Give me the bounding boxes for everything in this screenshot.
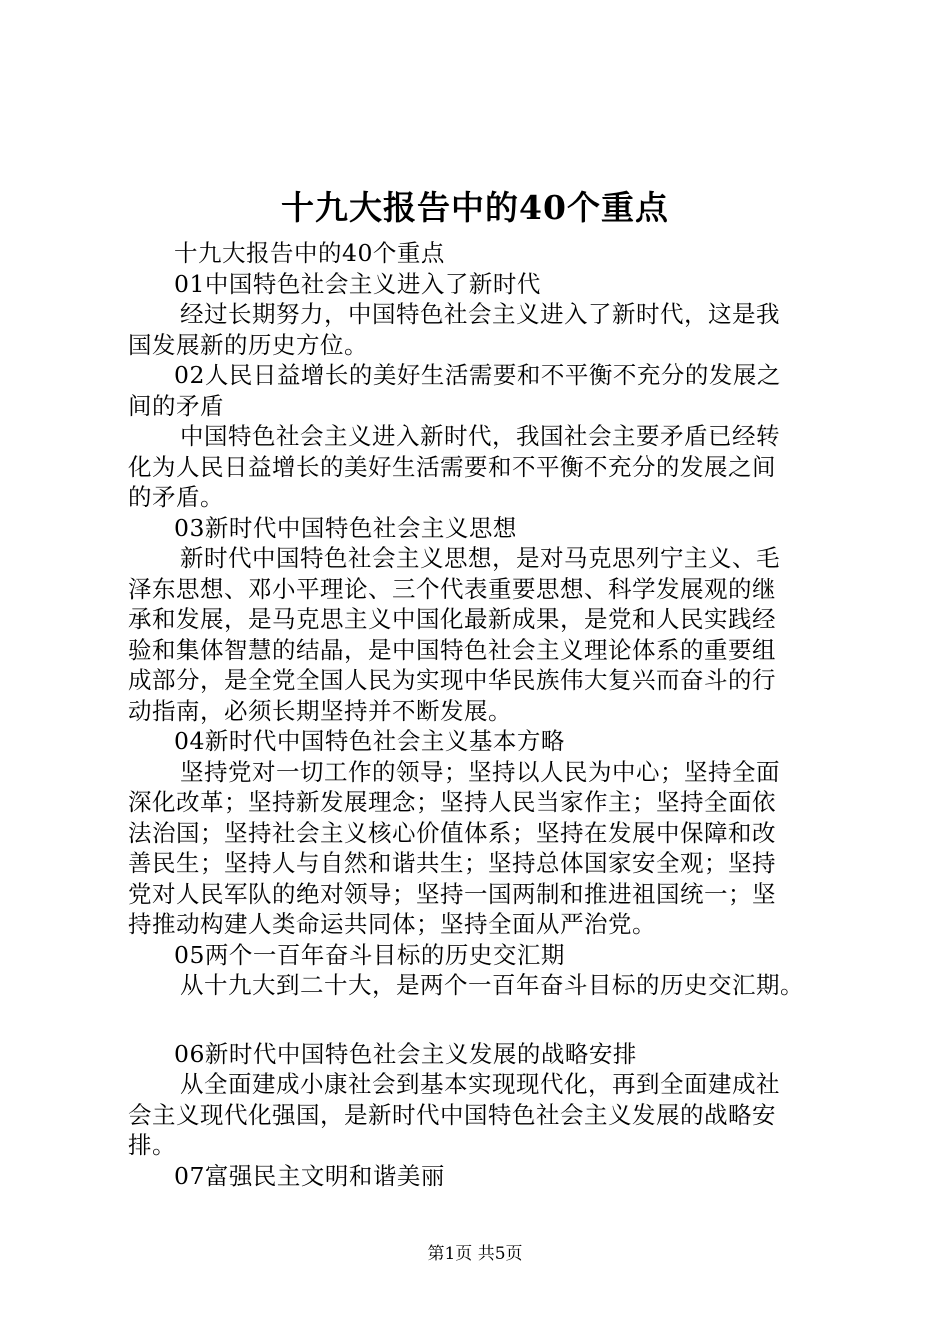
paragraph-line: 坚持党对一切工作的领导；坚持以人民为中心；坚持全面 [180, 757, 780, 786]
paragraph-line: 法治国；坚持社会主义核心价值体系；坚持在发展中保障和改 [128, 818, 776, 847]
section-heading-02-cont: 间的矛盾 [128, 391, 224, 420]
paragraph-line: 深化改革；坚持新发展理念；坚持人民当家作主；坚持全面依 [128, 788, 776, 816]
paragraph-line: 泽东思想、邓小平理论、三个代表重要思想、科学发展观的继 [128, 574, 776, 603]
paragraph-line: 化为人民日益增长的美好生活需要和不平衡不充分的发展之间 [128, 452, 776, 481]
paragraph-line: 的矛盾。 [128, 483, 224, 511]
section-heading-04: 04新时代中国特色社会主义基本方略 [174, 727, 565, 755]
paragraph-line: 党对人民军队的绝对领导；坚持一国两制和推进祖国统一；坚 [128, 879, 776, 908]
paragraph-line: 排。 [128, 1131, 176, 1159]
intro-line: 十九大报告中的40个重点 [174, 239, 445, 267]
section-heading-07: 07富强民主文明和谐美丽 [174, 1161, 445, 1190]
document-body [128, 238, 836, 1191]
section-heading-05: 05两个一百年奋斗目标的历史交汇期 [174, 940, 565, 969]
paragraph-line: 持推动构建人类命运共同体；坚持全面从严治党。 [128, 910, 656, 938]
section-heading-03: 03新时代中国特色社会主义思想 [174, 513, 517, 542]
paragraph-line: 新时代中国特色社会主义思想，是对马克思列宁主义、毛 [180, 544, 780, 572]
paragraph-line: 经过长期努力，中国特色社会主义进入了新时代，这是我 [180, 300, 780, 328]
paragraph-line: 验和集体智慧的结晶，是中国特色社会主义理论体系的重要组 [128, 635, 776, 664]
section-heading-06: 06新时代中国特色社会主义发展的战略安排 [174, 1039, 637, 1068]
paragraph-line: 国发展新的历史方位。 [128, 330, 368, 359]
paragraph-line: 从全面建成小康社会到基本实现现代化，再到全面建成社 [180, 1070, 780, 1098]
section-heading-02: 02人民日益增长的美好生活需要和不平衡不充分的发展之 [174, 361, 781, 389]
paragraph-line: 从十九大到二十大，是两个一百年奋斗目标的历史交汇期。 [180, 971, 804, 999]
blank-line [128, 1001, 836, 1039]
page-footer: 第1页 共5页 [427, 1244, 523, 1264]
paragraph-line: 动指南，必须长期坚持并不断发展。 [128, 696, 512, 725]
paragraph-line: 承和发展，是马克思主义中国化最新成果，是党和人民实践经 [128, 605, 776, 633]
document-title: 十九大报告中的40个重点 [281, 188, 669, 227]
paragraph-line: 会主义现代化强国，是新时代中国特色社会主义发展的战略安 [128, 1100, 776, 1129]
section-heading-01: 01中国特色社会主义进入了新时代 [174, 269, 541, 298]
paragraph-line: 成部分，是全党全国人民为实现中华民族伟大复兴而奋斗的行 [128, 666, 776, 694]
paragraph-line: 善民生；坚持人与自然和谐共生；坚持总体国家安全观；坚持 [128, 849, 776, 877]
paragraph-line: 中国特色社会主义进入新时代，我国社会主要矛盾已经转 [180, 422, 780, 450]
